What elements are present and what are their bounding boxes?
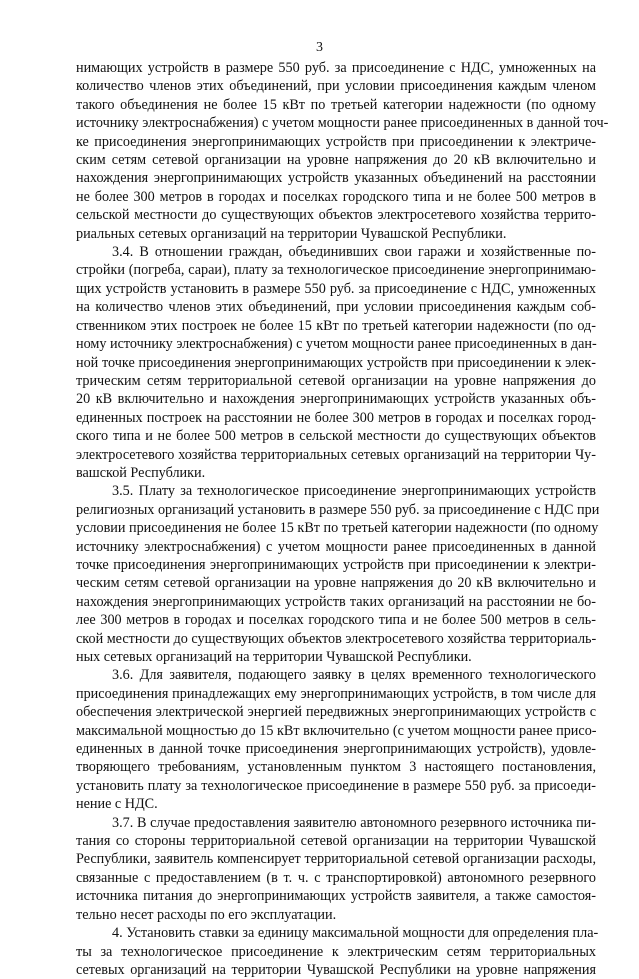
text-line: ты за технологическое присоединение к электрическим сетям территориальных: [76, 943, 596, 960]
text-line: максимальной мощностью до 15 кВт включительно (с учетом мощности ранее присо-: [76, 722, 597, 739]
text-line: такого объединения не более 15 кВт по третьей категории надежности (по одному: [76, 96, 596, 113]
text-line: не более 300 метров в городах и поселках городского типа и не более 500 метров в: [76, 188, 596, 205]
text-line: 4. Установить ставки за единицу максимальной мощности для определения пла-: [112, 925, 599, 942]
text-line: ческим сетям сетевой организации на уровне напряжения до 20 кВ включительно и: [76, 575, 596, 592]
text-line: нахождения энергопринимающих устройств указанных объединений на расстоянии: [76, 170, 596, 187]
text-line: Республики, заявитель компенсирует территориальной сетевой организации расходы,: [76, 851, 596, 868]
text-line: риальных сетевых организаций на территории Чувашской Республики.: [76, 225, 507, 242]
text-line: трическим сетям территориальной сетевой организации на уровне напряжения до: [76, 372, 596, 389]
text-line: единенных в данной точке присоединения энергопринимающих устройств), удовле-: [76, 741, 596, 758]
text-line: ского типа и не более 500 метров в сельской местности до существующих объектов: [76, 428, 596, 445]
text-line: электросетевого хозяйства территориальных сетевых организаций на территории Чу-: [76, 446, 596, 463]
text-line: 20 кВ включительно и нахождения энергопринимающих устройств указанных объ-: [76, 391, 596, 408]
text-line: лее 300 метров в городах и поселках городского типа и не более 500 метров в сель-: [76, 612, 596, 629]
text-line: нахождения энергопринимающих устройств таких организаций на расстоянии не бо-: [76, 593, 596, 610]
text-line: обеспечения электрической энергией передвижных энергопринимающих устройств с: [76, 704, 596, 721]
paragraph: [76, 482, 600, 666]
text-line: на количество членов этих объединений, при условии присоединения каждым соб-: [76, 299, 596, 316]
text-line: ственником этих построек не более 15 кВт по третьей категории надежности (по од-: [76, 317, 596, 334]
text-line: 3.6. Для заявителя, подающего заявку в целях временного технологического: [112, 667, 596, 684]
text-line: количество членов этих объединений, при условии присоединения каждым членом: [76, 78, 596, 95]
text-line: ной точке присоединения энергопринимающих устройств при присоединении к элек-: [76, 354, 596, 371]
text-line: условии присоединения не более 15 кВт по третьей категории надежности (по одному: [76, 520, 599, 537]
text-line: 3.4. В отношении граждан, объединивших свои гаражи и хозяйственные по-: [112, 244, 596, 261]
text-line: тельно несет расходы по его эксплуатации.: [76, 906, 337, 923]
text-line: сельской местности до существующих объектов электросетевого хозяйства террито-: [76, 207, 596, 224]
paragraph: [76, 666, 596, 813]
text-line: нение с НДС.: [76, 796, 158, 813]
text-line: религиозных организаций установить в размере 550 руб. за присоединение с НДС при: [76, 501, 600, 518]
text-line: источнику электроснабжения) с учетом мощности ранее присоединенных в данной: [76, 538, 596, 555]
text-line: сетевых организаций на территории Чувашской Республики на уровне напряжения: [76, 961, 596, 978]
paragraph: [76, 59, 609, 243]
text-line: присоединения принадлежащих ему энергопринимающих устройств, в том числе для: [76, 685, 596, 702]
text-line: точке присоединения энергопринимающих устройств при присоединении к электри-: [76, 556, 596, 573]
text-line: стройки (погреба, сараи), плату за технологическое присоединение энергопринимаю-: [76, 262, 596, 279]
text-line: нимающих устройств в размере 550 руб. за присоединение с НДС, умноженных на: [76, 60, 596, 76]
document-body: [76, 59, 609, 979]
paragraph: [76, 243, 596, 482]
text-line: ных сетевых организаций на территории Чувашской Республики.: [76, 649, 472, 665]
text-line: связанные с предоставлением (в т. ч. с транспортировкой) автономного резервного: [76, 869, 596, 886]
page-number: 3: [316, 40, 323, 55]
text-line: единенных построек на расстоянии не более 300 метров в городах и поселках город-: [76, 409, 596, 426]
paragraph: [76, 924, 599, 979]
text-line: ному источнику электроснабжения) с учетом мощности ранее присоединенных в дан-: [76, 336, 597, 353]
text-line: творяющего требованиям, установленным пунктом 3 настоящего постановления,: [76, 759, 596, 776]
text-line: ской местности до существующих объектов электросетевого хозяйства территориаль-: [76, 630, 597, 647]
text-line: ским сетям сетевой организации на уровне напряжения до 20 кВ включительно и: [76, 152, 596, 169]
text-line: 3.5. Плату за технологическое присоединение энергопринимающих устройств: [112, 483, 596, 500]
text-line: ке присоединения энергопринимающих устройств при присоединении к электриче-: [76, 133, 596, 150]
text-line: щих устройств установить в размере 550 руб. за присоединение с НДС, умноженных: [76, 280, 596, 297]
text-line: 3.7. В случае предоставления заявителю автономного резервного источника пи-: [112, 814, 596, 831]
text-line: источнику электроснабжения) с учетом мощности ранее присоединенных в данной точ-: [76, 115, 609, 132]
text-line: тания со стороны территориальной сетевой организации на территории Чувашской: [76, 833, 596, 850]
text-line: источника питания до энергопринимающих устройств заявителя, а также самостоя-: [76, 888, 596, 905]
paragraph: [76, 814, 596, 924]
text-line: вашской Республики.: [76, 464, 206, 481]
text-line: установить плату за технологическое присоединение в размере 550 руб. за присоеди-: [76, 777, 596, 794]
